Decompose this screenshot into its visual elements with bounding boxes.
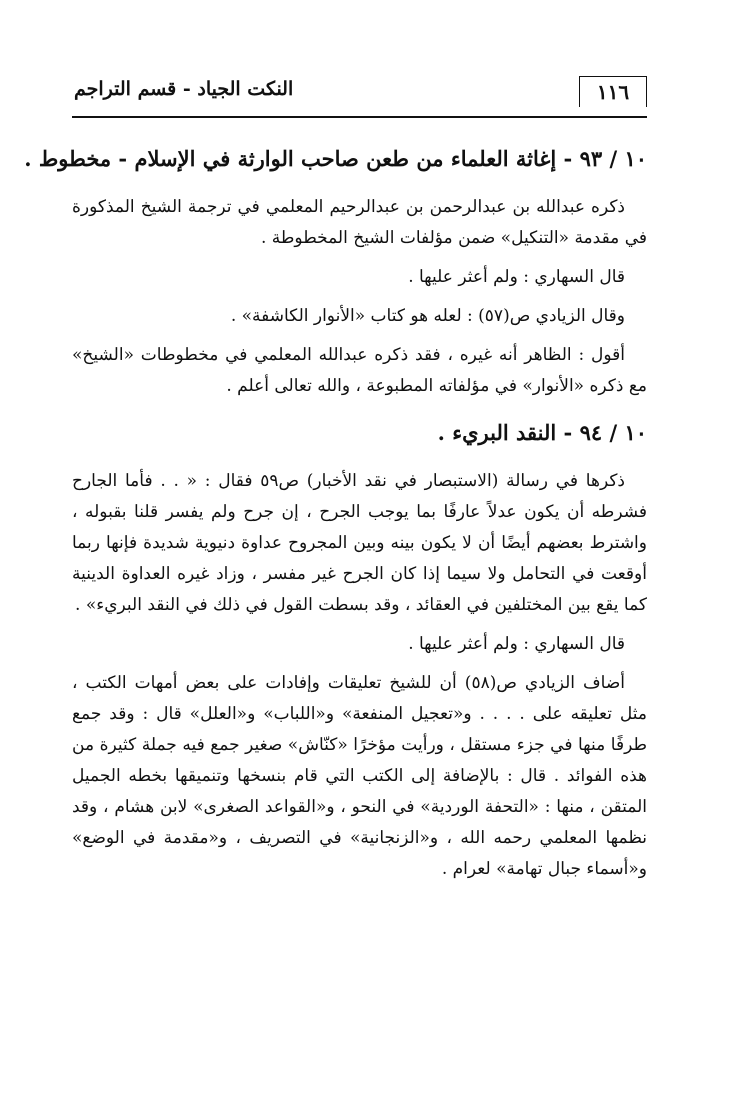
- entry-heading: ١٠ / ٩٣ - إغاثة العلماء من طعن صاحب الوارثة في الإسلام - مخطوط .: [24, 146, 647, 171]
- page-number: ١١٦: [579, 76, 647, 107]
- paragraph: قال السهاري : ولم أعثر عليها .: [408, 267, 625, 287]
- entry-94: [72, 414, 647, 885]
- entry-heading: ١٠ / ٩٤ - النقد البريء .: [437, 420, 647, 445]
- paragraph: ذكرها في رسالة (الاستبصار في نقد الأخبار) ص٥٩ فقال : « . . فأما الجارح فشرطه أن يكون عدلاً عارفًا بما يوجب الجرح ، إن جرح ولم يفسر قلنا بقبوله ، واشترط بعضهم أيضًا أن لا يكون بينه وبين المجروح عداوة دنيوية شديدة فإنها ربما أوقعت في التحامل ولا سيما إذا كان الجرح غير مفسر ، وزاد غيره العداوة الدينية كما يقع بين المختلفين في العقائد ، وقد بسطت القول في ذلك في النقد البريء» .: [72, 471, 647, 615]
- page-body: [24, 140, 647, 895]
- paragraph: قال السهاري : ولم أعثر عليها .: [408, 634, 625, 654]
- paragraph: ذكره عبدالله بن عبدالرحمن بن عبدالرحيم المعلمي في ترجمة الشيخ المذكورة في مقدمة «التنكيل» ضمن مؤلفات الشيخ المخطوطة .: [72, 197, 647, 248]
- running-title: النكت الجياد - قسم التراجم: [74, 78, 294, 100]
- entry-93: [24, 140, 647, 402]
- paragraph: أضاف الزيادي ص(٥٨) أن للشيخ تعليقات وإفادات على بعض أمهات الكتب ، مثل تعليقه على . . . . و«تعجيل المنفعة» و«اللباب» و«العلل» قال : وقد جمع طرفًا منها في جزء مستقل ، ورأيت مؤخرًا «كنّاش» صغير جمع فيه جملة كثيرة من هذه الفوائد . قال : بالإضافة إلى الكتب التي قام بنسخها وتنميقها بخطه الجميل المتقن ، منها : «التحفة الوردية» في النحو ، و«القواعد الصغرى» لابن هشام ، وقد نظمها المعلمي رحمه الله ، و«الزنجانية» في التصريف ، و«مقدمة في الوضع» و«أسماء جبال تهامة» لعرام .: [72, 673, 647, 879]
- paragraph: أقول : الظاهر أنه غيره ، فقد ذكره عبدالله المعلمي في مخطوطات «الشيخ» مع ذكره «الأنوار» في مؤلفاته المطبوعة ، والله تعالى أعلم .: [72, 345, 647, 396]
- paragraph: وقال الزيادي ص(٥٧) : لعله هو كتاب «الأنوار الكاشفة» .: [230, 306, 625, 326]
- page-header: [72, 76, 647, 118]
